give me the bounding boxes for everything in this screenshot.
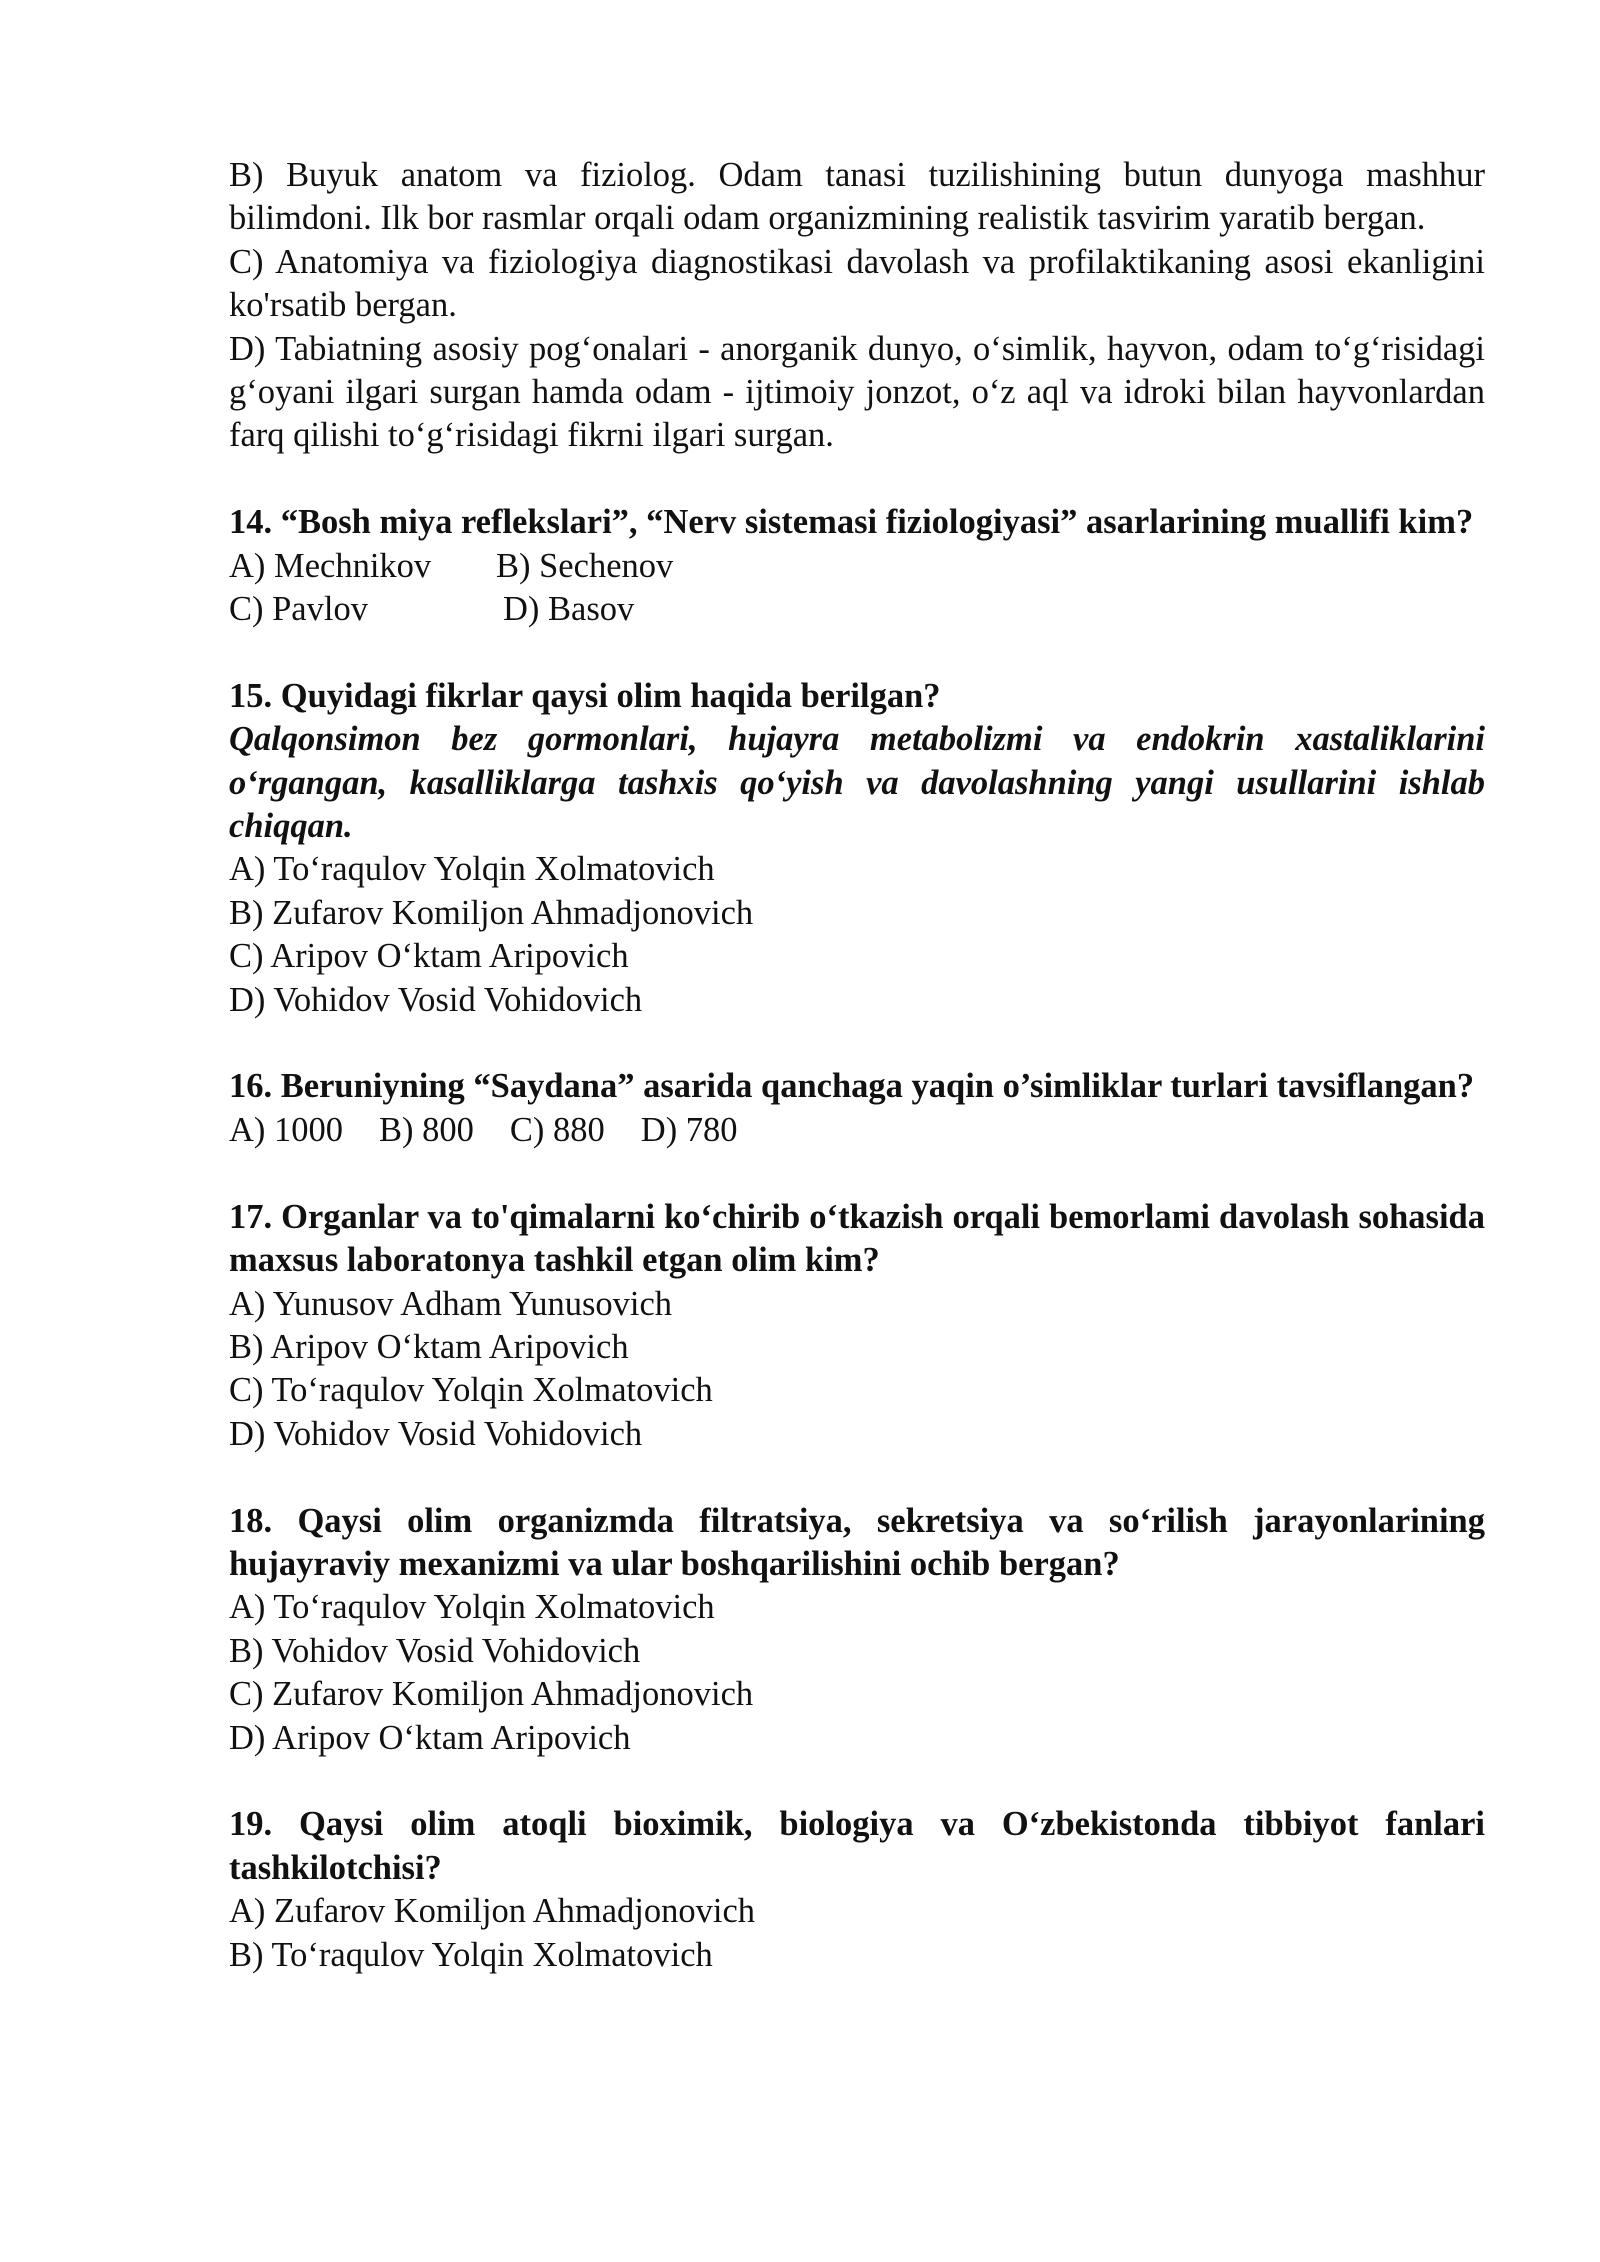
answer-16-b: B) 800 <box>379 1110 474 1149</box>
answer-17-b: B) Aripov O‘ktam Aripovich <box>229 1327 629 1366</box>
answer-18-b: B) Vohidov Vosid Vohidovich <box>229 1631 641 1670</box>
answer-18-a: A) To‘raqulov Yolqin Xolmatovich <box>229 1588 715 1627</box>
prev-option-b: B) Buyuk anatom va fiziolog. Odam tanasi tuzilishining butun dunyoga mashhur bilimdoni. Ilk bor rasmlar orqali odam organizmining realistik tasvirim yaratib bergan. <box>229 156 1485 238</box>
question-15: 15. Quyidagi fikrlar qaysi olim haqida berilgan? <box>229 676 941 715</box>
answer-16-a: A) 1000 <box>229 1110 344 1149</box>
answer-17-d: D) Vohidov Vosid Vohidovich <box>229 1414 643 1453</box>
answer-14-c: C) Pavlov <box>229 590 368 629</box>
answer-17-a: A) Yunusov Adham Yunusovich <box>229 1284 673 1323</box>
spacer <box>229 1022 1485 1065</box>
answer-15-b: B) Zufarov Komiljon Ahmadjonovich <box>229 893 754 932</box>
prev-option-c: C) Anatomiya va fiziologiya diagnostikasi davolash va profilaktikaning asosi ekanligini ko'rsatib bergan. <box>229 242 1485 325</box>
answer-18-d: D) Aripov O‘ktam Aripovich <box>229 1718 631 1757</box>
spacer <box>229 1760 1485 1803</box>
answer-16-c: C) 880 <box>509 1110 605 1149</box>
spacer <box>229 1152 1485 1195</box>
question-19: 19. Qaysi olim atoqli bioximik, biologiya va O‘zbekistonda tibbiyot fanlari tashkilotchisi? <box>229 1805 1485 1887</box>
question-17: 17. Organlar va to'qimalarni ko‘chirib o‘tkazish orqali bemorlami davolash sohasida maxsus laboratonya tashkil etgan olim kim? <box>229 1197 1485 1280</box>
answers-16-row <box>229 1109 1485 1152</box>
spacer <box>229 631 1485 674</box>
answer-18-c: C) Zufarov Komiljon Ahmadjonovich <box>229 1675 754 1714</box>
answer-19-b: B) To‘raqulov Yolqin Xolmatovich <box>229 1935 713 1974</box>
answer-15-c: C) Aripov O‘ktam Aripovich <box>229 937 629 976</box>
question-15-statement: Qalqonsimon bez gormonlari, hujayra metabolizmi va endokrin xastaliklarini o‘rgangan, kasalliklarga tashxis qo‘yish va davolashning yangi usullarini ishlab chiqqan. <box>229 720 1485 846</box>
answer-14-a: A) Mechnikov <box>229 546 432 585</box>
spacer <box>229 1456 1485 1499</box>
question-14: 14. “Bosh miya reflekslari”, “Nerv sistemasi fiziologiyasi” asarlarining muallifi kim? <box>229 503 1474 542</box>
answer-17-c: C) To‘raqulov Yolqin Xolmatovich <box>229 1371 713 1410</box>
answer-15-d: D) Vohidov Vosid Vohidovich <box>229 980 643 1019</box>
spacer <box>229 458 1485 501</box>
question-18: 18. Qaysi olim organizmda filtratsiya, sekretsiya va so‘rilish jarayonlarining hujayraviy mexanizmi va ular boshqarilishini ochib bergan? <box>229 1501 1485 1583</box>
answer-14-b: B) Sechenov <box>496 546 674 585</box>
answers-14-row-1 <box>229 545 1485 588</box>
answer-15-a: A) To‘raqulov Yolqin Xolmatovich <box>229 850 715 889</box>
answer-16-d: D) 780 <box>640 1110 738 1149</box>
answer-14-d: D) Basov <box>503 590 635 629</box>
answers-14-row-2 <box>229 588 1485 631</box>
prev-option-d: D) Tabiatning asosiy pog‘onalari - anorganik dunyo, o‘simlik, hayvon, odam to‘g‘risidagi g‘oyani ilgari surgan hamda odam - ijtimoiy jonzot, o‘z aql va idroki bilan hayvonlardan farq qilishi to‘g‘risidagi fikrni ilgari surgan. <box>229 329 1485 455</box>
document-content <box>229 154 1485 1977</box>
question-16: 16. Beruniyning “Saydana” asarida qanchaga yaqin o’simliklar turlari tavsiflangan? <box>229 1067 1475 1106</box>
answer-19-a: A) Zufarov Komiljon Ahmadjonovich <box>229 1892 756 1931</box>
